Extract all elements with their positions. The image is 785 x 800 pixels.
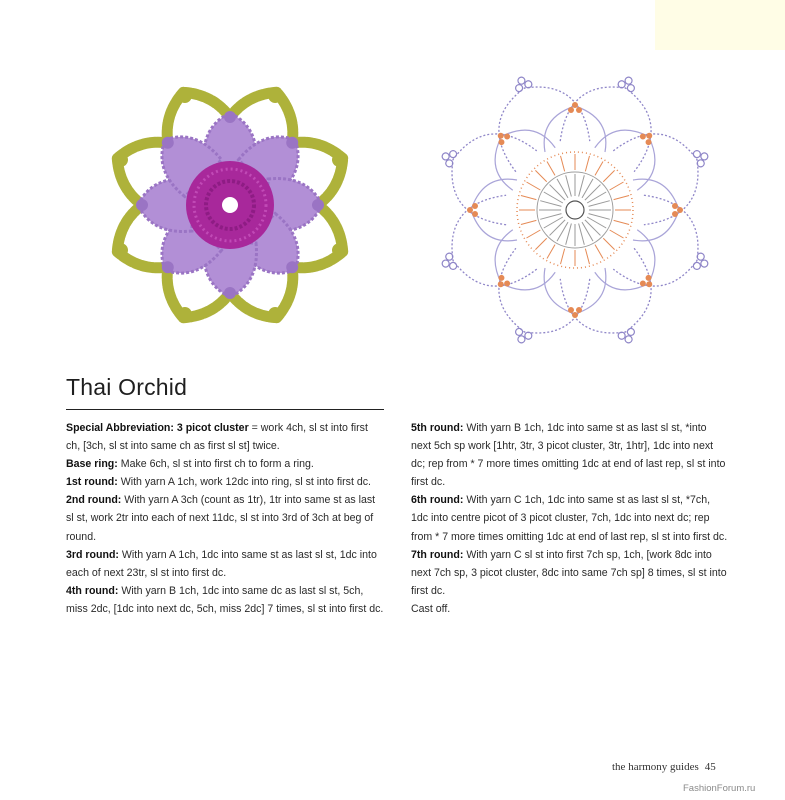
instruction-paragraph: Base ring: Make 6ch, sl st into first ch to form a ring. bbox=[66, 458, 314, 471]
chart-inner-rounds bbox=[517, 152, 633, 268]
title-underline bbox=[66, 409, 384, 410]
instruction-paragraph: 6th round: With yarn C 1ch, 1dc into same st as last sl st, *7ch, 1dc into centre picot of 3 picot cluster, 7ch, 1dc into next dc; rep from * 7 more times omitting 1dc at end of last rep, sl st into first dc. bbox=[411, 494, 728, 543]
instructions-right-column bbox=[411, 419, 729, 618]
page-number: 45 bbox=[704, 761, 716, 773]
instruction-paragraph: Cast off. bbox=[411, 602, 451, 615]
instruction-paragraph: 4th round: With yarn B 1ch, 1dc into same dc as last sl st, 5ch, miss 2dc, [1dc into next dc, 5ch, miss 2dc] 7 times, sl st into first dc. bbox=[66, 584, 384, 615]
instruction-paragraph: 5th round: With yarn B 1ch, 1dc into same st as last sl st, *into next 5ch sp work [1htr, 3tr, 3 picot cluster, 3tr, 1htr], 1dc into next dc; rep from * 7 more times omitting 1dc at end of last rep, sl st into first dc. bbox=[411, 422, 726, 489]
instruction-paragraph: 1st round: With yarn A 1ch, work 12dc into ring, sl st into first dc. bbox=[66, 476, 371, 489]
page-footer bbox=[612, 761, 716, 773]
guide-name: the harmony guides bbox=[612, 761, 699, 773]
pattern-title: Thai Orchid bbox=[66, 374, 188, 400]
instruction-paragraph: 7th round: With yarn C sl st into first 7ch sp, 1ch, [work 8dc into next 7ch sp, 3 picot cluster, 8dc into same 7ch sp] 8 times, sl st into first dc. bbox=[411, 548, 727, 597]
instruction-paragraph: Special Abbreviation: 3 picot cluster = work 4ch, sl st into first ch, [3ch, sl st into same ch as first sl st] twice. bbox=[66, 422, 368, 453]
crochet-motif-photo bbox=[95, 75, 365, 335]
crochet-chart-diagram bbox=[430, 65, 720, 355]
instructions-left-column bbox=[66, 419, 384, 618]
instruction-paragraph: 2nd round: With yarn A 3ch (count as 1tr), 1tr into same st as last sl st, work 2tr into each of next 11dc, sl st into 3rd of 3ch at beg of round. bbox=[66, 494, 376, 543]
watermark: FashionForum.ru bbox=[683, 783, 756, 794]
instruction-paragraph: 3rd round: With yarn A 1ch, 1dc into same st as last sl st, 1dc into each of next 23tr, sl st into first dc. bbox=[66, 548, 377, 579]
center-hole bbox=[222, 197, 238, 213]
